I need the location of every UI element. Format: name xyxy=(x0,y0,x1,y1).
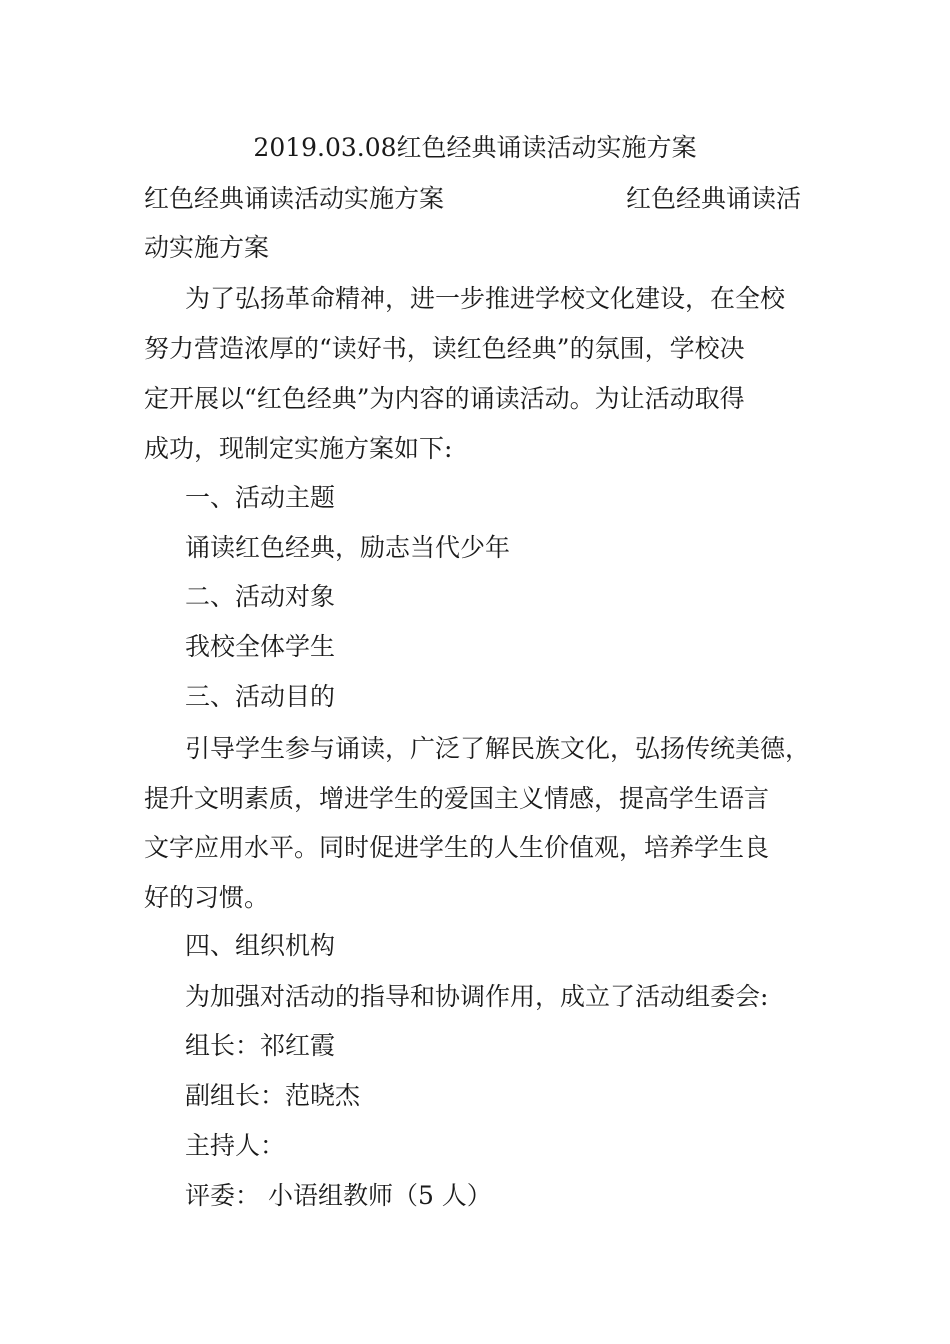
intro-line-3: 定开展以“红色经典”为内容的诵读活动。为让活动取得 xyxy=(144,384,745,413)
section3-line-3: 文字应用水平。同时促进学生的人生价值观，培养学生良 xyxy=(144,833,770,862)
section4-heading: 四、组织机构 xyxy=(185,931,336,960)
section3-line-2: 提升文明素质，增进学生的爱国主义情感，提高学生语言 xyxy=(144,784,770,813)
section3-line-4: 好的习惯。 xyxy=(144,883,270,912)
section3-line-1: 引导学生参与诵读，广泛了解民族文化，弘扬传统美德， xyxy=(185,734,811,763)
subtitle-continuation: 动实施方案 xyxy=(144,233,270,262)
host-line: 主持人： xyxy=(185,1131,286,1160)
vice-leader-line: 副组长：范晓杰 xyxy=(185,1081,361,1110)
section1-heading: 一、活动主题 xyxy=(185,483,336,512)
subtitle-left: 红色经典诵读活动实施方案 xyxy=(144,184,445,213)
section2-body: 我校全体学生 xyxy=(185,632,336,661)
intro-line-2: 努力营造浓厚的“读好书，读红色经典”的氛围，学校决 xyxy=(144,334,745,363)
judges-line: 评委： 小语组教师（5 人） xyxy=(185,1181,492,1210)
section1-body: 诵读红色经典，励志当代少年 xyxy=(185,533,511,562)
section2-heading: 二、活动对象 xyxy=(185,582,336,611)
intro-line-1: 为了弘扬革命精神，进一步推进学校文化建设，在全校 xyxy=(185,284,786,313)
section3-heading: 三、活动目的 xyxy=(185,682,336,711)
subtitle-right: 红色经典诵读活 xyxy=(626,184,802,213)
leader-line: 组长：祁红霞 xyxy=(185,1031,336,1060)
intro-line-4: 成功，现制定实施方案如下: xyxy=(144,434,453,463)
section4-intro: 为加强对活动的指导和协调作用，成立了活动组委会: xyxy=(185,982,769,1011)
document-title: 2019.03.08红色经典诵读活动实施方案 xyxy=(253,133,697,162)
